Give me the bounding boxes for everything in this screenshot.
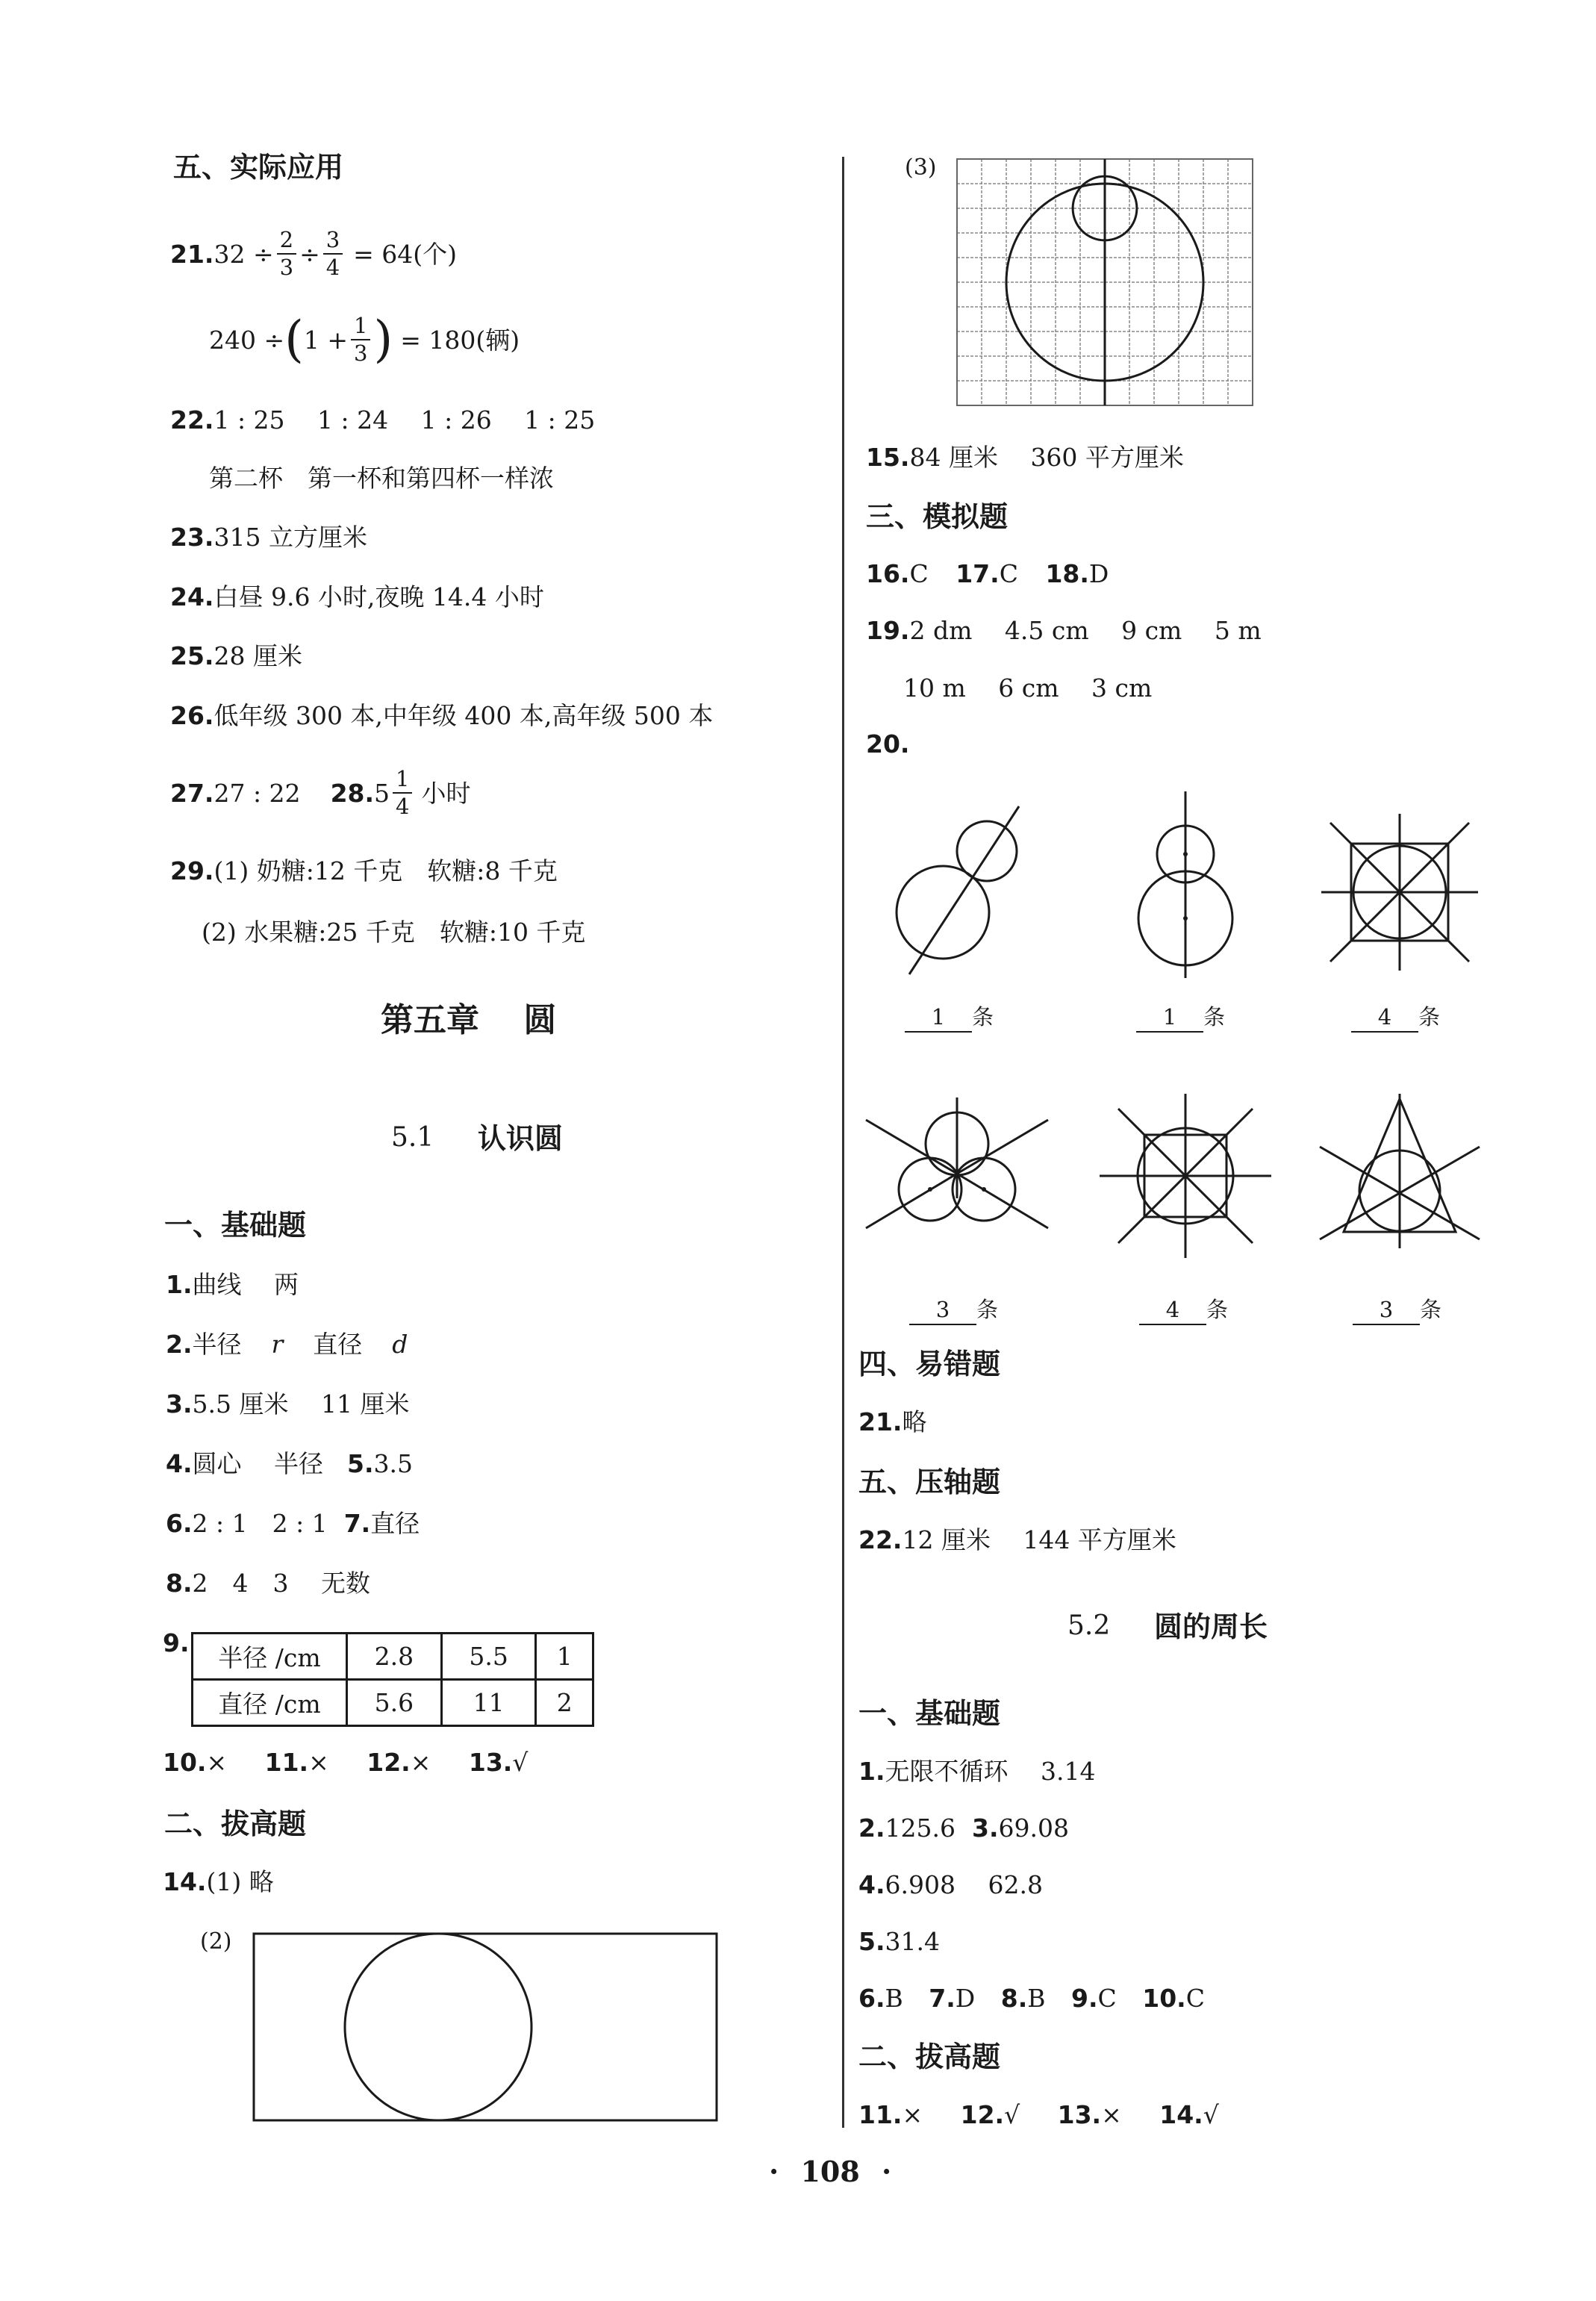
q14-part2-label: (2) bbox=[200, 1928, 232, 1955]
p1-answer: 1.无限不循环 3.14 bbox=[858, 1757, 1096, 1786]
q22-answer: 22.1 : 25 1 : 24 1 : 26 1 : 25 bbox=[170, 405, 596, 435]
q21-line1: 21. 32 ÷ $\frac{2}{3}$ ÷ $\frac{3}{4}$ = 64(个) bbox=[170, 227, 458, 280]
table-cell: 半径 /cm bbox=[193, 1634, 347, 1680]
q22-right-answer: 22.12 厘米 144 平方厘米 bbox=[858, 1525, 1176, 1554]
q24-answer: 24.白昼 9.6 小时,夜晚 14.4 小时 bbox=[170, 582, 544, 611]
q19-answer: 19.2 dm 4.5 cm 9 cm 5 m bbox=[866, 616, 1262, 645]
section-heading-practical: 五、实际应用 bbox=[173, 151, 344, 184]
q22-answer-line2: 第二杯 第一杯和第四杯一样浓 bbox=[209, 464, 554, 493]
q14-part3-label: (3) bbox=[905, 155, 937, 181]
chapter-title: 第五章 圆 bbox=[381, 1001, 557, 1039]
q19-answer-line2: 10 m 6 cm 3 cm bbox=[903, 673, 1153, 703]
symmetry-figure-4 bbox=[858, 1090, 1060, 1254]
table-cell: 1 bbox=[536, 1634, 593, 1680]
rectangle-with-circle-figure bbox=[246, 1926, 724, 2128]
q27-q28-answers: 27. 27 : 22 28. 5 $\frac{1}{4}$ 小时 bbox=[170, 766, 471, 819]
axis-count-2: 1 条 bbox=[1136, 1000, 1225, 1033]
table-cell: 5.5 bbox=[441, 1634, 536, 1680]
subsection-title-2: 圆的周长 bbox=[1154, 1610, 1268, 1643]
table-cell: 2 bbox=[536, 1680, 593, 1726]
q8-answer: 8.2 4 3 无数 bbox=[166, 1569, 370, 1598]
subsection-title: 认识圆 bbox=[478, 1122, 564, 1155]
axis-count-1: 1 条 bbox=[905, 1000, 994, 1033]
section-heading-simulation: 三、模拟题 bbox=[866, 500, 1009, 533]
q1-answer: 1.曲线 两 bbox=[166, 1270, 299, 1299]
table-cell: 2.8 bbox=[347, 1634, 442, 1680]
grid-circles-figure bbox=[948, 153, 1269, 422]
q21-right-answer: 21.略 bbox=[858, 1407, 927, 1436]
axis-count-3: 4 条 bbox=[1351, 1000, 1440, 1033]
fraction: $\frac{3}{4}$ bbox=[323, 229, 343, 278]
axis-count-6: 3 条 bbox=[1353, 1293, 1441, 1325]
column-divider bbox=[842, 157, 844, 2128]
q21-line2: 240 ÷ ( 1 + $\frac{1}{3}$ ) = 180(辆) bbox=[209, 311, 520, 368]
q23-answer: 23.315 立方厘米 bbox=[170, 523, 367, 552]
table-cell: 直径 /cm bbox=[193, 1680, 347, 1726]
q9-number: 9. bbox=[163, 1628, 190, 1657]
q10-q13-answers: 10.× 11.× 12.× 13.√ bbox=[163, 1748, 529, 1777]
fraction: $\frac{1}{4}$ bbox=[393, 768, 412, 818]
section-heading-advanced-2: 二、拔高题 bbox=[858, 2040, 1001, 2073]
subsection-number-2: 5.2 bbox=[1067, 1610, 1111, 1641]
symmetry-figure-3 bbox=[1314, 806, 1486, 978]
q26-answer: 26.低年级 300 本,中年级 400 本,高年级 500 本 bbox=[170, 701, 714, 730]
p11-p14-answers: 11.× 12.√ 13.× 14.√ bbox=[858, 2100, 1219, 2129]
section-heading-error-prone: 四、易错题 bbox=[858, 1348, 1001, 1380]
q29-answer: 29.(1) 奶糖:12 千克 软糖:8 千克 bbox=[170, 856, 558, 885]
q6-q7-answer: 6.2 : 1 2 : 1 7.直径 bbox=[166, 1509, 420, 1538]
table-row bbox=[193, 1634, 593, 1680]
symmetry-figure-2 bbox=[1097, 776, 1277, 986]
q29-answer-line2: (2) 水果糖:25 千克 软糖:10 千克 bbox=[202, 918, 586, 947]
p2-p3-answer: 2.125.6 3.69.08 bbox=[858, 1813, 1069, 1843]
q16-q18-answers: 16.C 17.C 18.D bbox=[866, 559, 1109, 588]
q25-answer: 25.28 厘米 bbox=[170, 641, 302, 670]
table-cell: 11 bbox=[441, 1680, 536, 1726]
section-heading-basic-2: 一、基础题 bbox=[858, 1697, 1001, 1730]
q14-answer: 14.(1) 略 bbox=[163, 1867, 274, 1896]
symmetry-figure-6 bbox=[1314, 1090, 1486, 1254]
q15-answer: 15.84 厘米 360 平方厘米 bbox=[866, 443, 1184, 472]
section-heading-basic: 一、基础题 bbox=[164, 1209, 307, 1242]
section-heading-final: 五、压轴题 bbox=[858, 1466, 1001, 1498]
radius-diameter-table bbox=[191, 1632, 594, 1727]
p6-p10-answers: 6.B 7.D 8.B 9.C 10.C bbox=[858, 1984, 1205, 2013]
q20-number: 20. bbox=[866, 729, 910, 759]
q3-answer: 3.5.5 厘米 11 厘米 bbox=[166, 1389, 410, 1419]
q4-q5-answer: 4.圆心 半径 5.3.5 bbox=[166, 1449, 413, 1478]
p5-answer: 5.31.4 bbox=[858, 1927, 940, 1956]
q2-answer: 2.半径 r 直径 d bbox=[166, 1330, 408, 1359]
axis-count-4: 3 条 bbox=[909, 1293, 998, 1325]
table-cell: 5.6 bbox=[347, 1680, 442, 1726]
axis-count-5: 4 条 bbox=[1139, 1293, 1228, 1325]
fraction: $\frac{1}{3}$ bbox=[351, 315, 370, 364]
table-row bbox=[193, 1680, 593, 1726]
symmetry-figure-1 bbox=[858, 776, 1053, 986]
section-heading-advanced: 二、拔高题 bbox=[164, 1808, 307, 1840]
symmetry-figure-5 bbox=[1096, 1090, 1275, 1262]
fraction: $\frac{2}{3}$ bbox=[277, 229, 296, 278]
p4-answer: 4.6.908 62.8 bbox=[858, 1870, 1043, 1899]
page-number: · 108 · bbox=[769, 2155, 892, 2188]
subsection-number: 5.1 bbox=[391, 1122, 434, 1153]
